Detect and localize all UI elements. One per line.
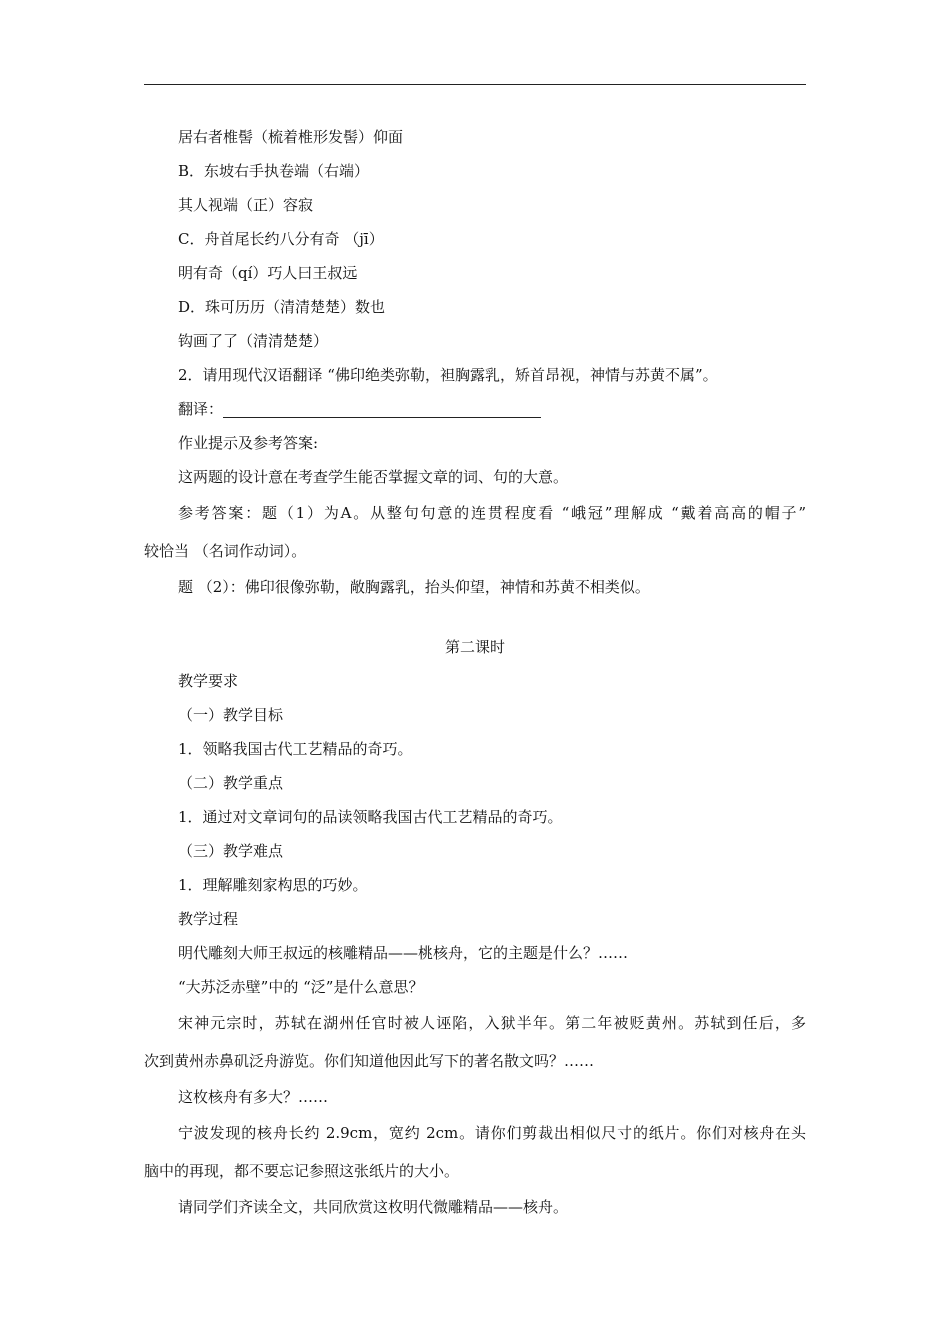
answer-line-cont: 较恰当 （名词作动词）。 [144,542,307,560]
section-gap [144,604,806,630]
text-line: 1．通过对文章词句的品读领略我国古代工艺精品的奇巧。 [178,808,563,826]
section-title: 第二课时 [444,638,505,656]
text-line: “大苏泛赤壁”中的 “泛”是什么意思？ [178,978,424,996]
option-d: D．珠可历历（清清楚楚）数也 [178,298,386,316]
text-line: 明有奇（qí）巧人曰王叔远 [178,264,358,282]
paragraph-line: 宋神元宗时，苏轼在湖州任官时被人诬陷，入狱半年。第二年被贬黄州。苏轼到任后，多 [178,1014,806,1032]
paragraph-line: 宁波发现的核舟长约 2.9cm，宽约 2cm。请你们剪裁出相似尺寸的纸片。你们对核舟在头 [178,1124,806,1142]
answer-line: 参考答案：题（1）为A。从整句句意的连贯程度看 “峨冠”理解成 “戴着高高的帽子” [178,504,806,522]
hint-heading: 作业提示及参考答案: [178,434,319,452]
document-body [144,120,806,1224]
sub-heading: （三）教学难点 [178,842,284,860]
translation-label: 翻译： [178,400,224,418]
text-line: 明代雕刻大师王叔远的核雕精品——桃核舟，它的主题是什么？…… [178,944,629,962]
option-b: B．东坡右手执卷端（右端） [178,162,370,180]
paragraph-line-cont: 脑中的再现，都不要忘记参照这张纸片的大小。 [144,1162,460,1180]
text-line: 请同学们齐读全文，共同欣赏这枚明代微雕精品——核舟。 [178,1198,569,1216]
answer-blank [223,417,541,418]
sub-heading: （二）教学重点 [178,774,284,792]
section-heading: 教学要求 [178,672,239,690]
text-line: 这两题的设计意在考查学生能否掌握文章的词、句的大意。 [178,468,569,486]
question-2: 2．请用现代汉语翻译 “佛印绝类弥勒，袒胸露乳，矫首昂视，神情与苏黄不属”。 [178,366,718,384]
text-line: 居右者椎髻（梳着椎形发髻）仰面 [178,128,404,146]
text-line: 1．领略我国古代工艺精品的奇巧。 [178,740,413,758]
section-heading: 教学过程 [178,910,239,928]
text-line: 1．理解雕刻家构思的巧妙。 [178,876,368,894]
text-line: 这枚核舟有多大？…… [178,1088,329,1106]
text-line: 其人视端（正）容寂 [178,196,314,214]
answer-2: 题 （2）：佛印很像弥勒，敞胸露乳，抬头仰望，神情和苏黄不相类似。 [178,578,650,596]
sub-heading: （一）教学目标 [178,706,284,724]
paragraph-line-cont: 次到黄州赤鼻矶泛舟游览。你们知道他因此写下的著名散文吗？…… [144,1052,595,1070]
option-c: C．舟首尾长约八分有奇 （jī） [178,230,384,248]
text-line: 钩画了了（清清楚楚） [178,332,329,350]
header-rule [144,84,806,85]
translation-line [144,392,806,426]
